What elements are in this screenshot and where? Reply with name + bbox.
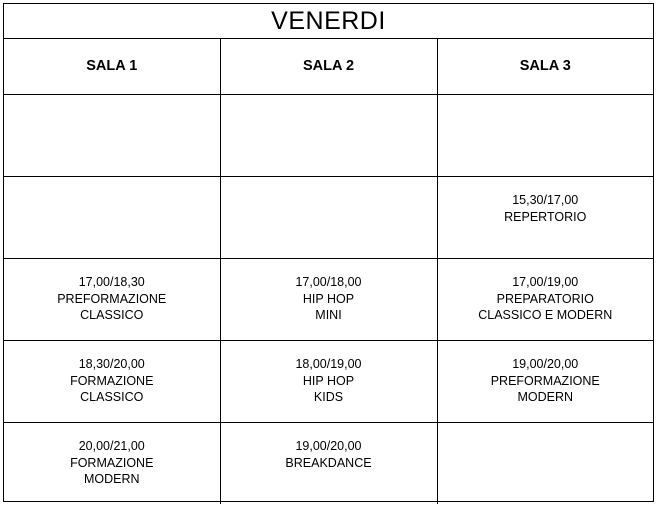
cell-time: 19,00/20,00: [295, 439, 362, 453]
cell-time: 15,30/17,00: [512, 193, 579, 207]
cell-detail: KIDS: [313, 390, 344, 404]
schedule-cell: [4, 259, 220, 341]
cell-time: 17,00/18,30: [78, 275, 145, 289]
schedule-frame: [3, 3, 654, 502]
schedule-cell: [220, 259, 437, 341]
schedule-cell: [220, 95, 437, 177]
table-row: [4, 259, 653, 341]
cell-course: HIP HOP: [302, 291, 355, 306]
schedule-cell: [4, 95, 220, 177]
schedule-table: [4, 39, 653, 504]
cell-course: PREFORMAZIONE: [57, 291, 167, 306]
header-row: [4, 39, 653, 95]
schedule-cell: [437, 177, 653, 259]
table-row: [4, 177, 653, 259]
table-row: [4, 423, 653, 505]
cell-detail: MINI: [315, 308, 342, 322]
cell-time: 19,00/20,00: [512, 357, 579, 371]
table-row: [4, 95, 653, 177]
room-header-sala-2: SALA 2: [220, 39, 437, 95]
schedule-cell: [4, 423, 220, 505]
cell-detail: MODERN: [83, 472, 140, 486]
schedule-cell: [4, 341, 220, 423]
cell-time: 20,00/21,00: [78, 439, 145, 453]
cell-detail: CLASSICO: [80, 390, 144, 404]
schedule-cell: [220, 177, 437, 259]
cell-course: PREPARATORIO: [496, 291, 594, 306]
room-header-sala-3: SALA 3: [437, 39, 653, 95]
cell-course: REPERTORIO: [504, 209, 587, 224]
cell-time: 18,30/20,00: [78, 357, 145, 371]
cell-time: 17,00/18,00: [295, 275, 362, 289]
schedule-cell: [4, 177, 220, 259]
room-header-sala-1: SALA 1: [4, 39, 220, 95]
cell-detail: CLASSICO E MODERN: [478, 308, 613, 322]
cell-course: FORMAZIONE: [70, 373, 154, 388]
schedule-cell: [220, 423, 437, 505]
cell-detail: CLASSICO: [80, 308, 144, 322]
cell-detail: MODERN: [517, 390, 574, 404]
schedule-cell: [437, 95, 653, 177]
schedule-cell: [437, 341, 653, 423]
cell-time: 17,00/19,00: [512, 275, 579, 289]
page-title: VENERDI: [4, 4, 653, 39]
cell-course: BREAKDANCE: [285, 455, 372, 470]
schedule-cell: [220, 341, 437, 423]
cell-course: FORMAZIONE: [70, 455, 154, 470]
schedule-cell: [437, 423, 653, 505]
cell-course: PREFORMAZIONE: [490, 373, 600, 388]
table-row: [4, 341, 653, 423]
cell-course: HIP HOP: [302, 373, 355, 388]
cell-time: 18,00/19,00: [295, 357, 362, 371]
schedule-cell: [437, 259, 653, 341]
